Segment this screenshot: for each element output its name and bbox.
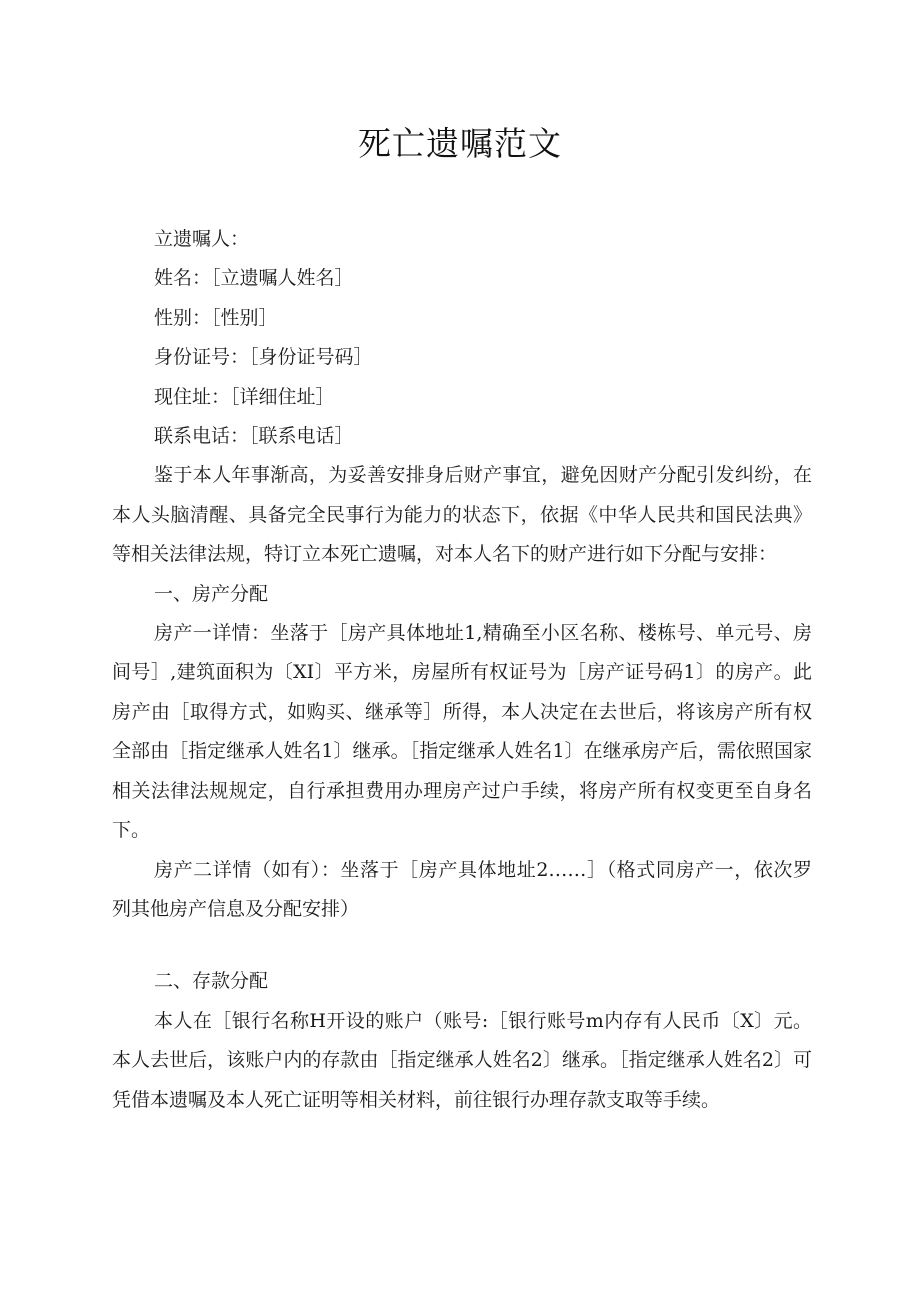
field-phone: 联系电话：［联系电话］ — [154, 425, 354, 448]
property-two-paragraph: 房产二详情（如有）：坐落于［房产具体地址2……］（格式同房产一，依次罗列其他房产信息及分配安排） — [112, 858, 812, 920]
section-heading-property: 一、房产分配 — [154, 582, 269, 605]
section-spacer — [112, 929, 812, 962]
deposit-paragraph: 本人在［银行名称H开设的账户（账号:［银行账号m内存有人民币〔X〕元。本人去世后，该账户内的存款由［指定继承人姓名2〕继承。［指定继承人姓名2〕可凭借本遗嘱及本人死亡证明等相关材料，前往银行办理存款支取等手续。 — [112, 1009, 812, 1111]
field-name: 姓名：［立遗嘱人姓名］ — [154, 267, 354, 290]
document-title: 死亡遗嘱范文 — [358, 124, 562, 163]
section-heading-deposit: 二、存款分配 — [154, 970, 269, 993]
field-id-number: 身份证号：［身份证号码］ — [154, 346, 373, 369]
field-gender: 性别：［性别］ — [154, 306, 278, 329]
document-body — [112, 220, 812, 1120]
property-one-paragraph: 房产一详情：坐落于［房产具体地址1,精确至小区名称、楼栋号、单元号、房间号］,建筑面积为〔XI〕平方米，房屋所有权证号为［房产证号码1〕的房产。此房产由［取得方式，如购买、继承等］所得，本人决定在去世后，将该房产所有权全部由［指定继承人姓名1〕继承。［指定继承人姓名1〕在继承房产后，需依照国家相关法律法规规定，自行承担费用办理房产过户手续，将房产所有权变更至自身名下。 — [112, 622, 812, 842]
intro-paragraph: 鉴于本人年事渐高，为妥善安排身后财产事宜，避免因财产分配引发纠纷，在本人头脑清醒、具备完全民事行为能力的状态下，依据《中华人民共和国民法典》等相关法律法规，特订立本死亡遗嘱，对本人名下的财产进行如下分配与安排： — [112, 464, 812, 566]
testator-header: 立遗嘱人： — [154, 228, 250, 250]
field-address: 现住址：［详细住址］ — [154, 385, 335, 408]
